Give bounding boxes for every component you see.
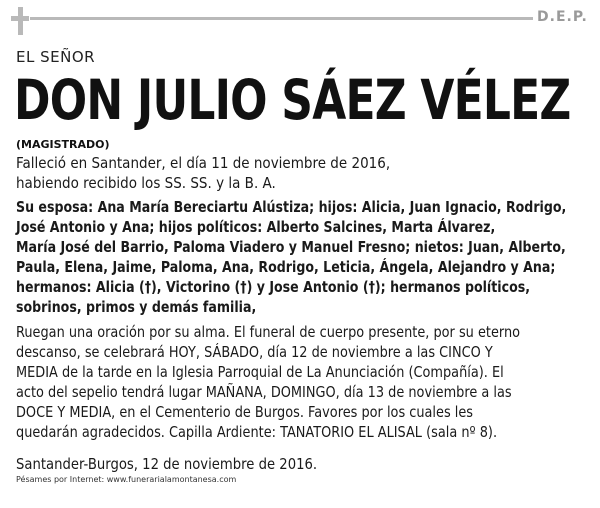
family-line: Su esposa: Ana María Bereciartu Alústiza; hijos: Alicia, Juan Ignacio, Rodrigo, bbox=[16, 198, 567, 216]
funeral-line: Ruegan una oración por su alma. El funeral de cuerpo presente, por su eterno bbox=[16, 323, 521, 341]
dep-label: D.E.P. bbox=[537, 9, 588, 25]
funeral-line: acto del sepelio tendrá lugar MAÑANA, DOMINGO, día 13 de noviembre a las bbox=[16, 383, 512, 401]
funeral-line: quedarán agradecidos. Capilla Ardiente: TANATORIO EL ALISAL (sala nº 8). bbox=[16, 423, 498, 441]
deceased-name: DON JULIO SÁEZ VÉLEZ bbox=[14, 68, 571, 132]
funeral-line: descanso, se celebrará HOY, SÁBADO, día 12 de noviembre a las CINCO Y bbox=[16, 343, 493, 361]
family-line: José Antonio y Ana; hijos políticos: Alberto Salcines, Marta Álvarez, bbox=[16, 218, 496, 236]
family-line: María José del Barrio, Paloma Viadero y Manuel Fresno; nietos: Juan, Alberto, bbox=[16, 238, 566, 256]
internet-condolences-note: Pésames por Internet: www.funerarialamontanesa.com bbox=[16, 475, 237, 484]
header-rule bbox=[30, 17, 533, 20]
intro-line: Falleció en Santander, el día 11 de noviembre de 2016, bbox=[16, 154, 391, 172]
closing-line: Santander-Burgos, 12 de noviembre de 2016. bbox=[16, 455, 318, 473]
family-line: sobrinos, primos y demás familia, bbox=[16, 298, 257, 316]
funeral-details bbox=[16, 322, 596, 442]
family-line: Paula, Elena, Jaime, Paloma, Ana, Rodrigo, Leticia, Ángela, Alejandro y Ana; bbox=[16, 258, 556, 276]
intro-line: habiendo recibido los SS. SS. y la B. A. bbox=[16, 174, 276, 192]
closing-place-date bbox=[16, 454, 596, 474]
latin-cross-icon bbox=[11, 7, 29, 35]
family-line: hermanos: Alicia (†), Victorino (†) y Jose Antonio (†); hermanos políticos, bbox=[16, 278, 531, 296]
funeral-line: MEDIA de la tarde en la Iglesia Parroquial de La Anunciación (Compañía). El bbox=[16, 363, 504, 381]
profession: (MAGISTRADO) bbox=[16, 138, 110, 151]
death-notice-intro bbox=[16, 153, 596, 193]
honorific: EL SEÑOR bbox=[16, 48, 96, 66]
funeral-line: DOCE Y MEDIA, en el Cementerio de Burgos. Favores por los cuales les bbox=[16, 403, 474, 421]
family-list bbox=[16, 197, 596, 317]
